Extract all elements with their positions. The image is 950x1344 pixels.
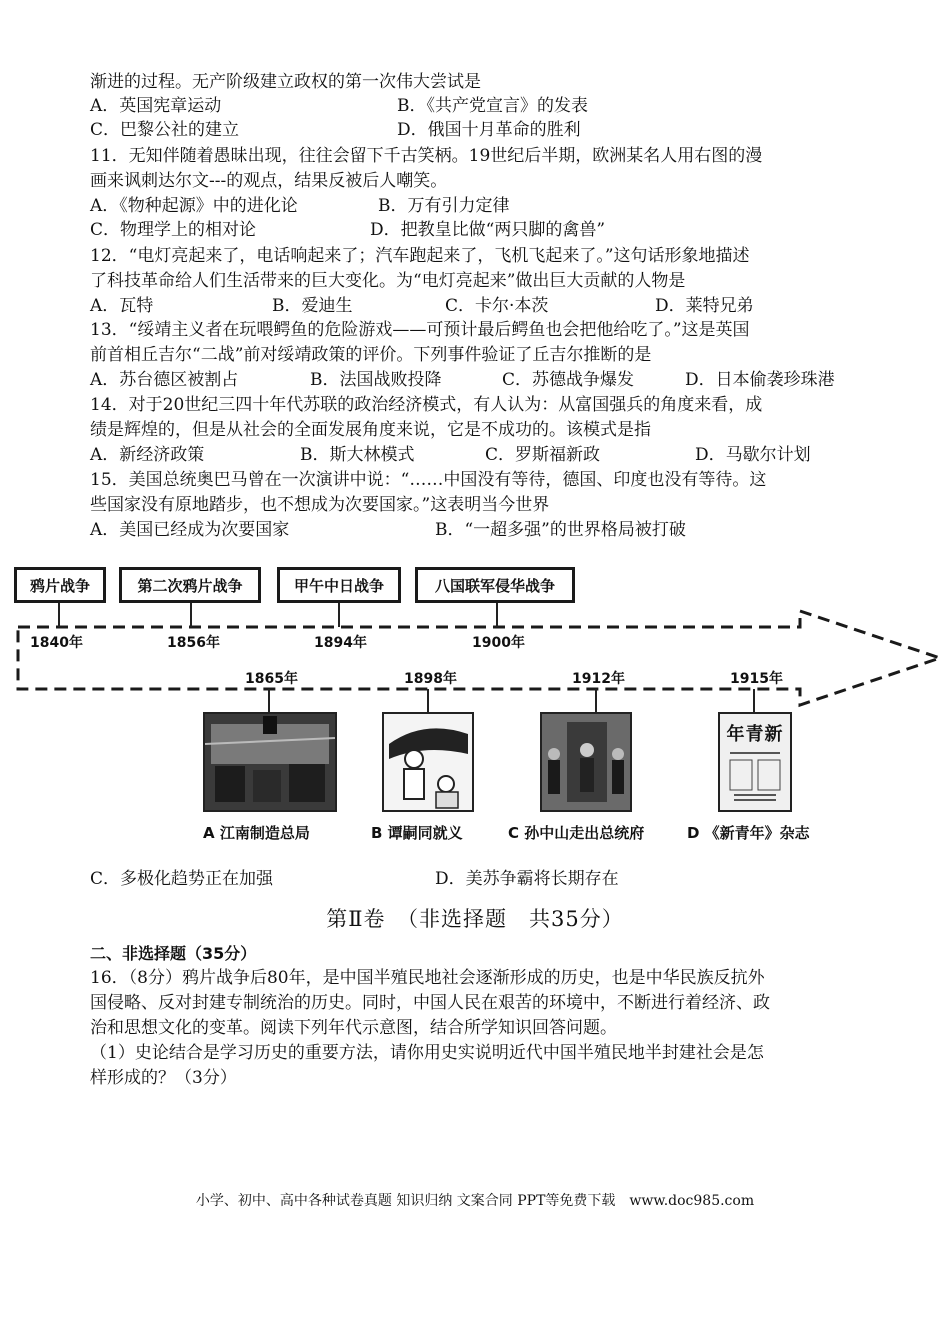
year-1840: 1840年 — [30, 635, 83, 651]
photo-new-youth — [718, 712, 792, 812]
q13-option-d: D．日本偷袭珍珠港 — [685, 370, 835, 390]
q14-stem-line1: 14．对于20世纪三四十年代苏联的政治经济模式，有人认为：从富国强兵的角度来看，成 — [90, 395, 763, 415]
q13-stem-line1: 13．“绥靖主义者在玩喂鳄鱼的危险游戏——可预计最后鳄鱼也会把他给吃了。”这是英国 — [90, 320, 750, 340]
year-1912: 1912年 — [572, 671, 625, 687]
q16-sub1-line1: （1）史论结合是学习历史的重要方法，请你用史实说明近代中国半殖民地半封建社会是怎 — [90, 1043, 764, 1063]
q13-stem-line2: 前首相丘吉尔“二战”前对绥靖政策的评价。下列事件验证了丘吉尔推断的是 — [90, 345, 652, 365]
section-title: 第Ⅱ卷 （非选择题 共35分） — [326, 907, 624, 931]
magazine-title: 年青新 — [726, 724, 784, 745]
q13-option-c: C．苏德战争爆发 — [502, 370, 635, 390]
timeline-event-opium-war: 鸦片战争 — [14, 567, 106, 603]
q14-option-b: B．斯大林模式 — [300, 445, 415, 465]
q15-stem-line1: 15．美国总统奥巴马曾在一次演讲中说：“……中国没有等待，德国、印度也没有等待。这 — [90, 470, 767, 490]
timeline-event-eight-nation-war: 八国联军侵华战争 — [415, 567, 575, 603]
year-1865: 1865年 — [245, 671, 298, 687]
cartoon-image — [384, 714, 472, 810]
caption-a: A 江南制造总局 — [203, 824, 310, 842]
q10-stem-tail: 渐进的过程。无产阶级建立政权的第一次伟大尝试是 — [90, 72, 481, 92]
q15-option-a: A．美国已经成为次要国家 — [90, 520, 290, 540]
factory-image — [205, 714, 335, 810]
q13-option-a: A．苏台德区被割占 — [90, 370, 239, 390]
q11-option-d: D．把教皇比做“两只脚的禽兽” — [370, 220, 606, 240]
q14-option-a: A．新经济政策 — [90, 445, 205, 465]
q12-stem-line1: 12．“电灯亮起来了，电话响起来了；汽车跑起来了，飞机飞起来了。”这句话形象地描述 — [90, 246, 750, 266]
photo-sun-yatsen — [540, 712, 632, 812]
q10-option-d: D．俄国十月革命的胜利 — [397, 120, 581, 140]
year-1856: 1856年 — [167, 635, 220, 651]
page-footer: 小学、初中、高中各种试卷真题 知识归纳 文案合同 PPT等免费下载 www.doc985.com — [195, 1193, 755, 1209]
timeline-event-sino-japanese-war: 甲午中日战争 — [277, 567, 401, 603]
q13-option-b: B．法国战败投降 — [310, 370, 442, 390]
year-1898: 1898年 — [404, 671, 457, 687]
q16-sub1-line2: 样形成的？（3分） — [90, 1068, 237, 1088]
q15-option-c: C．多极化趋势正在加强 — [90, 869, 274, 889]
q15-option-b: B．“一超多强”的世界格局被打破 — [435, 520, 686, 540]
q10-option-a: A．英国宪章运动 — [90, 96, 222, 116]
q11-stem-line1: 11．无知伴随着愚昧出现，往往会留下千古笑柄。19世纪后半期，欧洲某名人用右图的漫 — [90, 146, 763, 166]
photo-tan-sitong — [382, 712, 474, 812]
q14-option-d: D．马歇尔计划 — [695, 445, 811, 465]
q11-option-b: B．万有引力定律 — [378, 196, 510, 216]
q16-stem-line1: 16．（8分）鸦片战争后80年，是中国半殖民地社会逐渐形成的历史，也是中华民族反抗外 — [90, 968, 765, 988]
q14-option-c: C．罗斯福新政 — [485, 445, 601, 465]
tick-1840 — [58, 603, 60, 627]
year-1894: 1894年 — [314, 635, 367, 651]
presidential-palace-image — [542, 714, 630, 810]
q12-option-c: C．卡尔·本茨 — [445, 296, 549, 316]
q11-option-c: C．物理学上的相对论 — [90, 220, 257, 240]
q10-option-c: C．巴黎公社的建立 — [90, 120, 240, 140]
tick-1912 — [595, 689, 597, 712]
photo-jiangnan-arsenal — [203, 712, 337, 812]
tick-1894 — [338, 603, 340, 627]
year-1915: 1915年 — [730, 671, 783, 687]
q10-option-b: B．《共产党宣言》的发表 — [397, 96, 588, 116]
tick-1865 — [268, 689, 270, 712]
year-1900: 1900年 — [472, 635, 525, 651]
tick-1898 — [427, 689, 429, 712]
timeline-event-second-opium-war: 第二次鸦片战争 — [119, 567, 261, 603]
q11-stem-line2: 画来讽刺达尔文---的观点，结果反被后人嘲笑。 — [90, 171, 448, 191]
section-heading: 二、非选择题（35分） — [90, 944, 257, 963]
caption-c: C 孙中山走出总统府 — [508, 824, 645, 842]
q12-stem-line2: 了科技革命给人们生活带来的巨大变化。为“电灯亮起来”做出巨大贡献的人物是 — [90, 271, 686, 291]
tick-1900 — [496, 603, 498, 627]
magazine-cover-image — [720, 746, 790, 806]
q15-stem-line2: 些国家没有原地踏步，也不想成为次要国家。”这表明当今世界 — [90, 495, 550, 515]
q16-stem-line2: 国侵略、反对封建专制统治的历史。同时，中国人民在艰苦的环境中，不断进行着经济、政 — [90, 993, 770, 1013]
q14-stem-line2: 绩是辉煌的，但是从社会的全面发展角度来说，它是不成功的。该模式是指 — [90, 420, 651, 440]
q12-option-a: A．瓦特 — [90, 296, 154, 316]
q12-option-d: D．莱特兄弟 — [655, 296, 754, 316]
q11-option-a: A．《物种起源》中的进化论 — [90, 196, 298, 216]
caption-d: D 《新青年》杂志 — [687, 824, 810, 842]
tick-1856 — [190, 603, 192, 627]
tick-1915 — [753, 689, 755, 712]
caption-b: B 谭嗣同就义 — [371, 824, 463, 842]
q15-option-d: D．美苏争霸将长期存在 — [435, 869, 619, 889]
q12-option-b: B．爱迪生 — [272, 296, 353, 316]
q16-stem-line3: 治和思想文化的变革。阅读下列年代示意图，结合所学知识回答问题。 — [90, 1018, 617, 1038]
